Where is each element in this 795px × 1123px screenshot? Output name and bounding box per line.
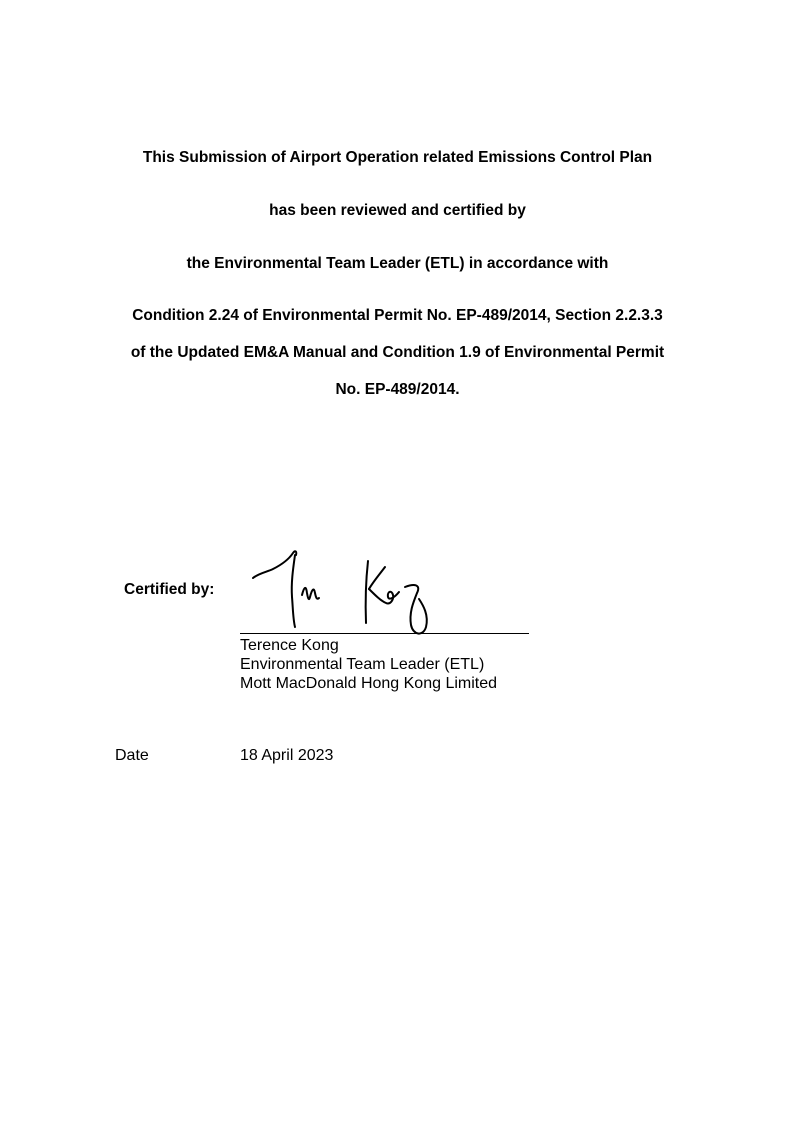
signer-title: Environmental Team Leader (ETL) — [240, 656, 485, 673]
handwritten-signature — [245, 545, 445, 640]
statement-line-4: Condition 2.24 of Environmental Permit No. EP-489/2014, Section 2.2.3.3 — [132, 307, 663, 324]
statement-line-2: has been reviewed and certified by — [269, 202, 526, 219]
statement-line-6: No. EP-489/2014. — [335, 381, 460, 398]
signer-name: Terence Kong — [240, 637, 339, 654]
date-value: 18 April 2023 — [240, 747, 334, 764]
signer-company: Mott MacDonald Hong Kong Limited — [240, 675, 498, 692]
certified-by-label: Certified by: — [124, 581, 215, 598]
statement-line-3: the Environmental Team Leader (ETL) in accordance with — [186, 255, 609, 272]
statement-line-1: This Submission of Airport Operation related Emissions Control Plan — [142, 149, 653, 166]
signature-line — [240, 633, 529, 634]
statement-line-5: of the Updated EM&A Manual and Condition 1.9 of Environmental Permit — [130, 344, 665, 361]
date-label: Date — [115, 747, 149, 764]
